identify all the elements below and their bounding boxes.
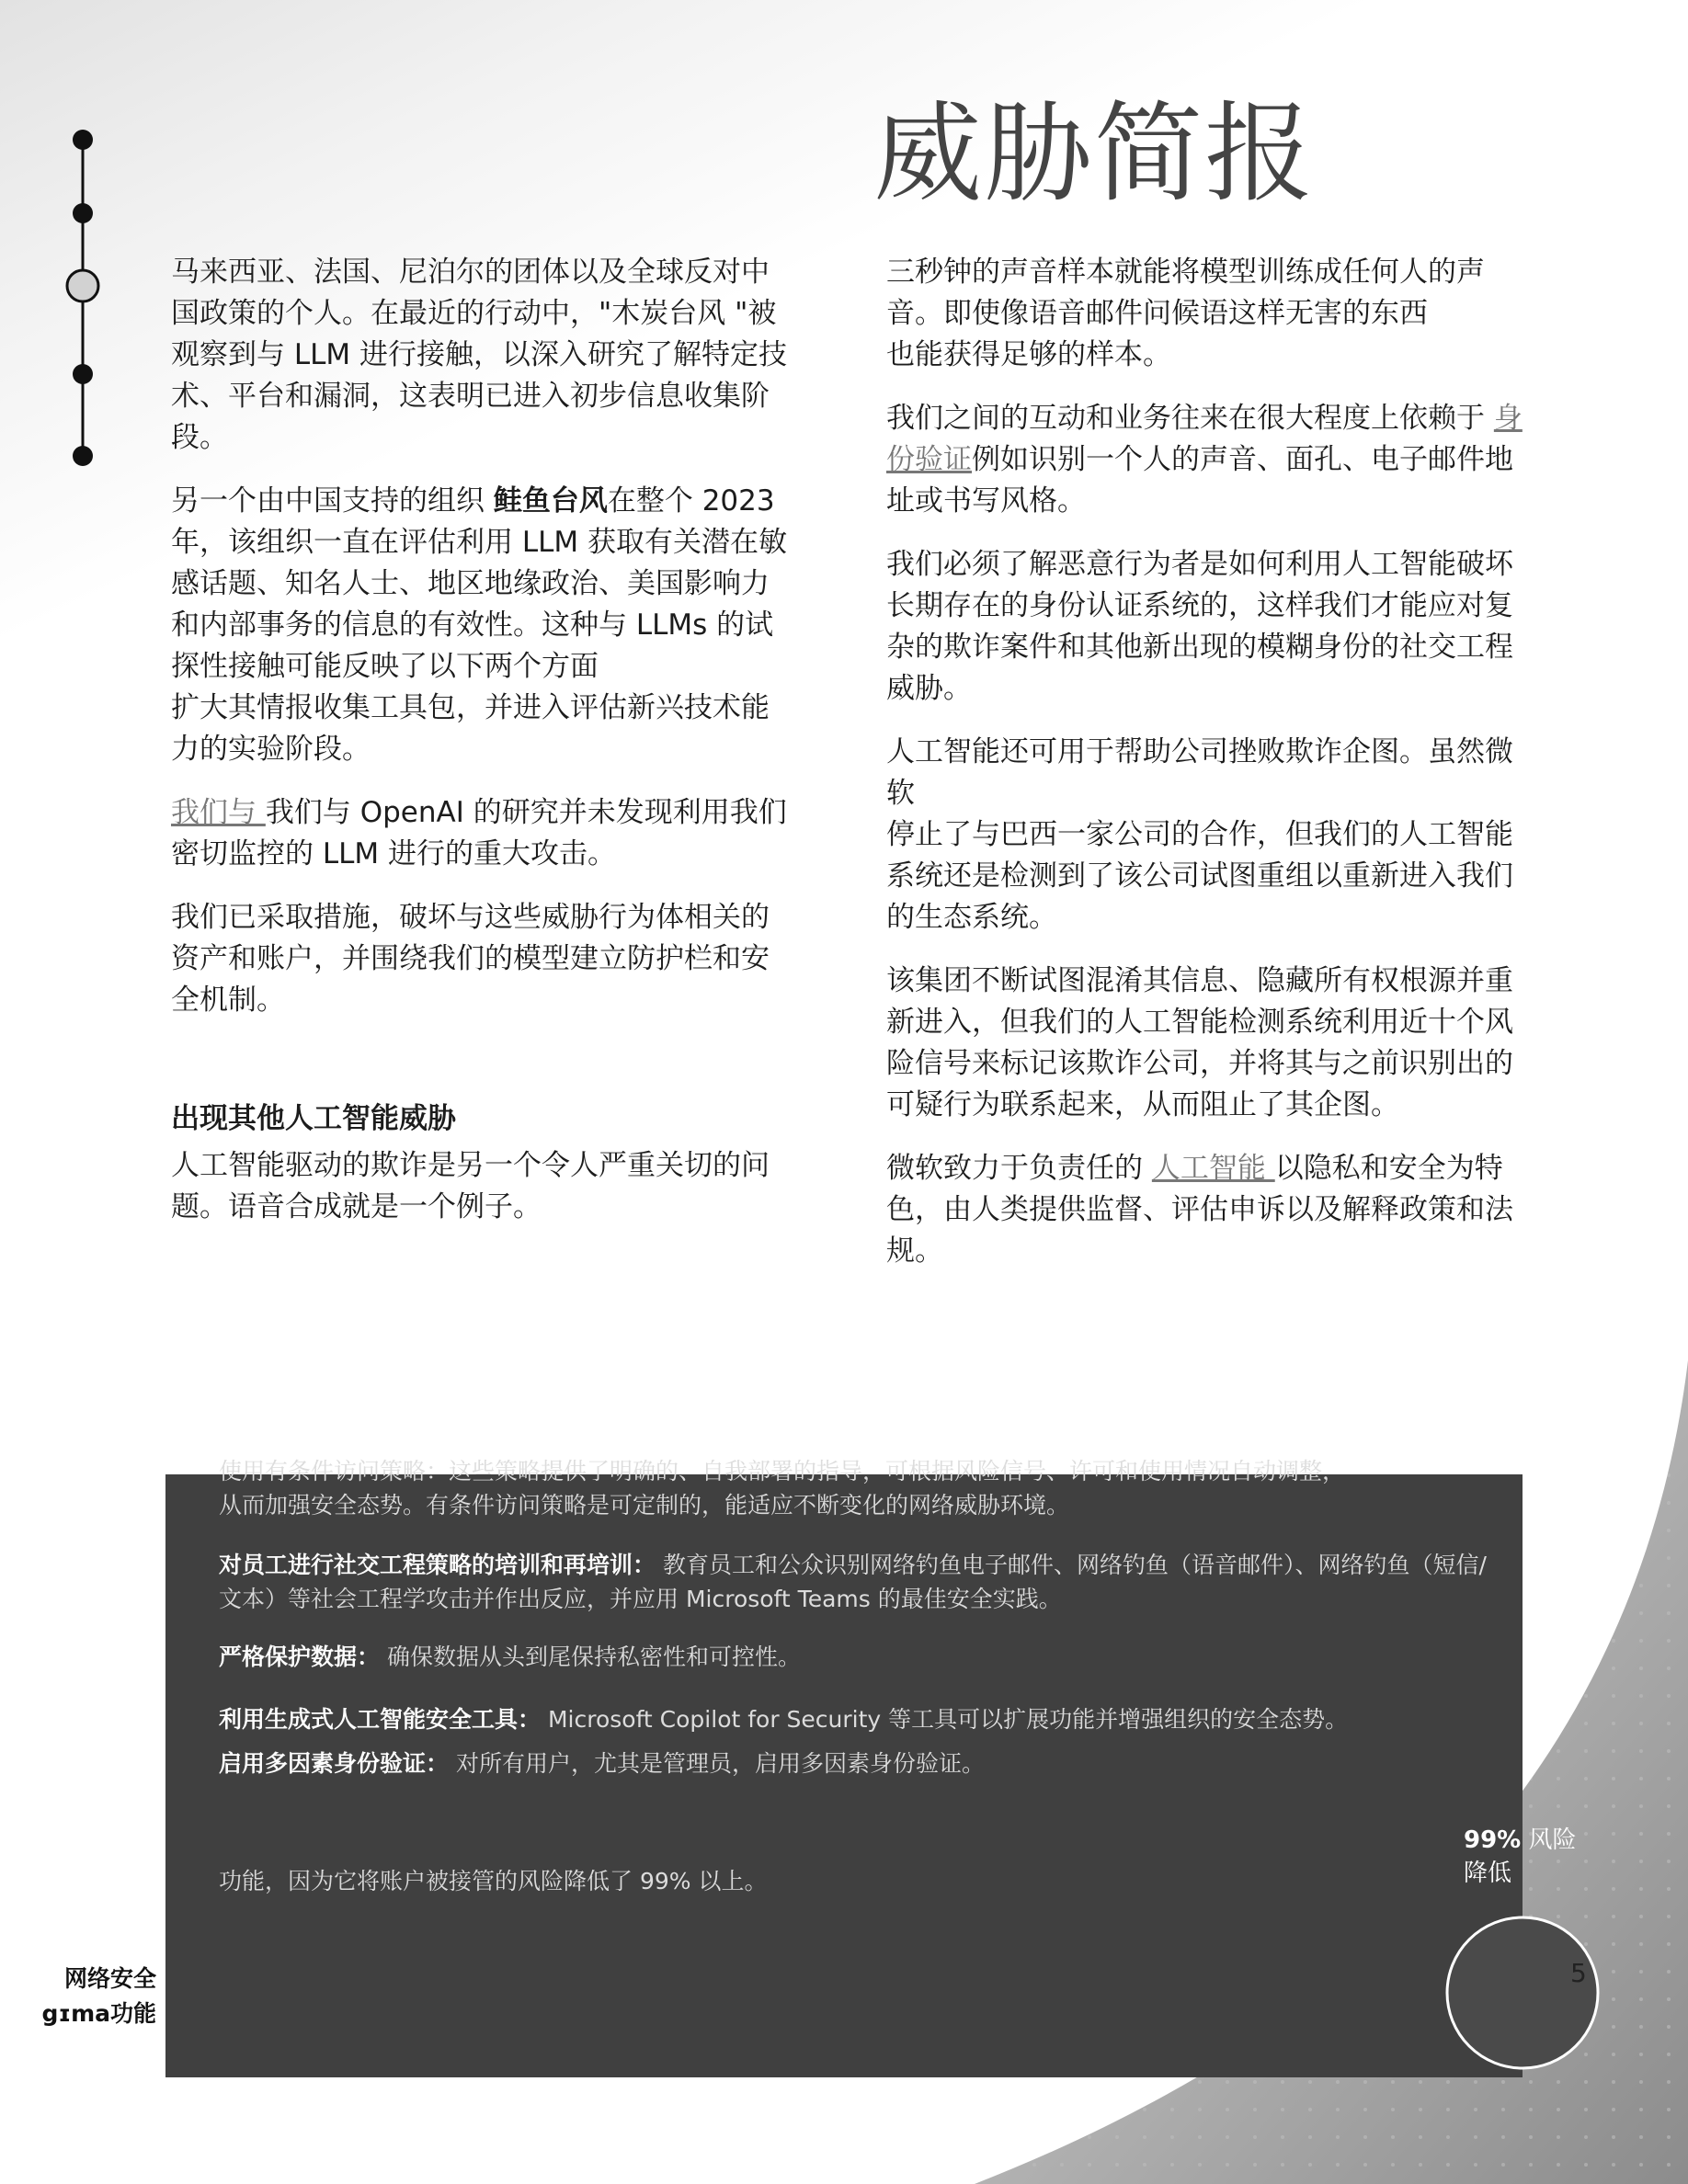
recommendation-item: 功能，因为它将账户被接管的风险降低了 99% 以上。 <box>219 1868 768 1894</box>
page-title: 威胁简报 <box>873 90 1316 217</box>
page-number: 5 <box>1570 1958 1587 1988</box>
timeline-decoration <box>0 0 110 478</box>
recommendation-item: 启用多因素身份验证： 对所有用户，尤其是管理员，启用多因素身份验证。 <box>219 1750 985 1777</box>
timeline-dot <box>73 364 93 384</box>
paragraph: 三秒钟的声音样本就能将模型训练成任何人的声音。即使像语音邮件问候语这样无害的东西 也能获得足够的样本。 <box>886 256 1485 371</box>
recommendation-item: 严格保护数据： 确保数据从头到尾保持私密性和可控性。 <box>219 1644 801 1670</box>
timeline-dot-active <box>67 270 98 301</box>
paragraph: 微软致力于负责任的 人工智能 以隐私和安全为特色，由人类提供监督、评估申诉以及解释政策和法规。 <box>886 1152 1513 1268</box>
paragraph: 我们必须了解恶意行为者是如何利用人工智能破坏长期存在的身份认证系统的，这样我们才能应对复杂的欺诈案件和其他新出现的模糊身份的社交工程威胁。 <box>886 548 1513 705</box>
responsible-ai-link[interactable]: 人工智能 <box>1151 1152 1275 1185</box>
recommendations-box <box>165 1458 1523 2077</box>
recommendation-item: 使用有条件访问策略：这些策略提供了明确的、自我部署的指导，可根据风险信号、许可和使用情况自动调整， 从而加强安全态势。有条件访问策略是可定制的，能适应不断变化的网络威胁环境。 <box>219 1458 1346 1519</box>
page-circle <box>1443 1914 1602 2072</box>
timeline-dot <box>73 130 93 150</box>
timeline-dot <box>73 203 93 223</box>
inline-link[interactable]: 我们与 <box>171 796 266 829</box>
left-column <box>171 252 796 1250</box>
paragraph: 我们之间的互动和业务往来在很大程度上依赖于 身份验证例如识别一个人的声音、面孔、电子邮件地址或书写风格。 <box>886 402 1523 518</box>
recommendation-item: 利用生成式人工智能安全工具： Microsoft Copilot for Security 等工具可以扩展功能并增强组织的安全态势。 <box>219 1706 1349 1733</box>
recommendation-item: 对员工进行社交工程策略的培训和再培训： 教育员工和公众识别网络钓鱼电子邮件、网络钓鱼（语音邮件）、网络钓鱼（短信/文本）等社会工程学攻击并作出反应，并应用 Microsoft Teams 的最佳安全实践。 <box>219 1552 1487 1612</box>
paragraph: 我们已采取措施，破坏与这些威胁行为体相关的资产和账户，并围绕我们的模型建立防护栏和安全机制。 <box>171 901 770 1017</box>
paragraph: 我们与 我们与 OpenAI 的研究并未发现利用我们密切监控的 LLM 进行的重大攻击。 <box>171 796 787 870</box>
paragraph: 人工智能驱动的欺诈是另一个令人严重关切的问题。语音合成就是一个例子。 <box>171 1149 770 1223</box>
identity-verification-link[interactable]: 身份验证 <box>886 402 1523 476</box>
paragraph: 该集团不断试图混淆其信息、隐藏所有权根源并重新进入，但我们的人工智能检测系统利用近十个风险信号来标记该欺诈公司，并将其与之前识别出的可疑行为联系起来，从而阻止了其企图。 <box>886 964 1513 1121</box>
right-column <box>886 252 1530 1294</box>
paragraph: 另一个由中国支持的组织 鲑鱼台风在整个 2023 年，该组织一直在评估利用 LLM 获取有关潜在敏感话题、知名人士、地区地缘政治、美国影响力和内部事务的信息的有效性。这种与 LLMs 的试探性接触可能反映了以下两个方面 扩大其情报收集工具包，并进入评估新兴技术能力的实验阶段。 <box>171 484 787 766</box>
footer-label: 网络安全 gɪma功能 <box>41 1965 156 2027</box>
group-name: 鲑鱼台风 <box>493 484 608 518</box>
paragraph: 人工智能还可用于帮助公司挫败欺诈企图。虽然微软 停止了与巴西一家公司的合作，但我们的人工智能系统还是检测到了该公司试图重组以重新进入我们的生态系统。 <box>886 735 1513 934</box>
paragraph: 马来西亚、法国、尼泊尔的团体以及全球反对中国政策的个人。在最近的行动中，"木炭台风 "被观察到与 LLM 进行接触，以深入研究了解特定技术、平台和漏洞，这表明已进入初步信息收集阶段。 <box>171 256 787 454</box>
risk-callout: 99% 风险 降低 <box>1464 1826 1577 1887</box>
timeline-dot <box>73 446 93 466</box>
section-heading: 出现其他人工智能威胁 <box>171 1102 456 1135</box>
